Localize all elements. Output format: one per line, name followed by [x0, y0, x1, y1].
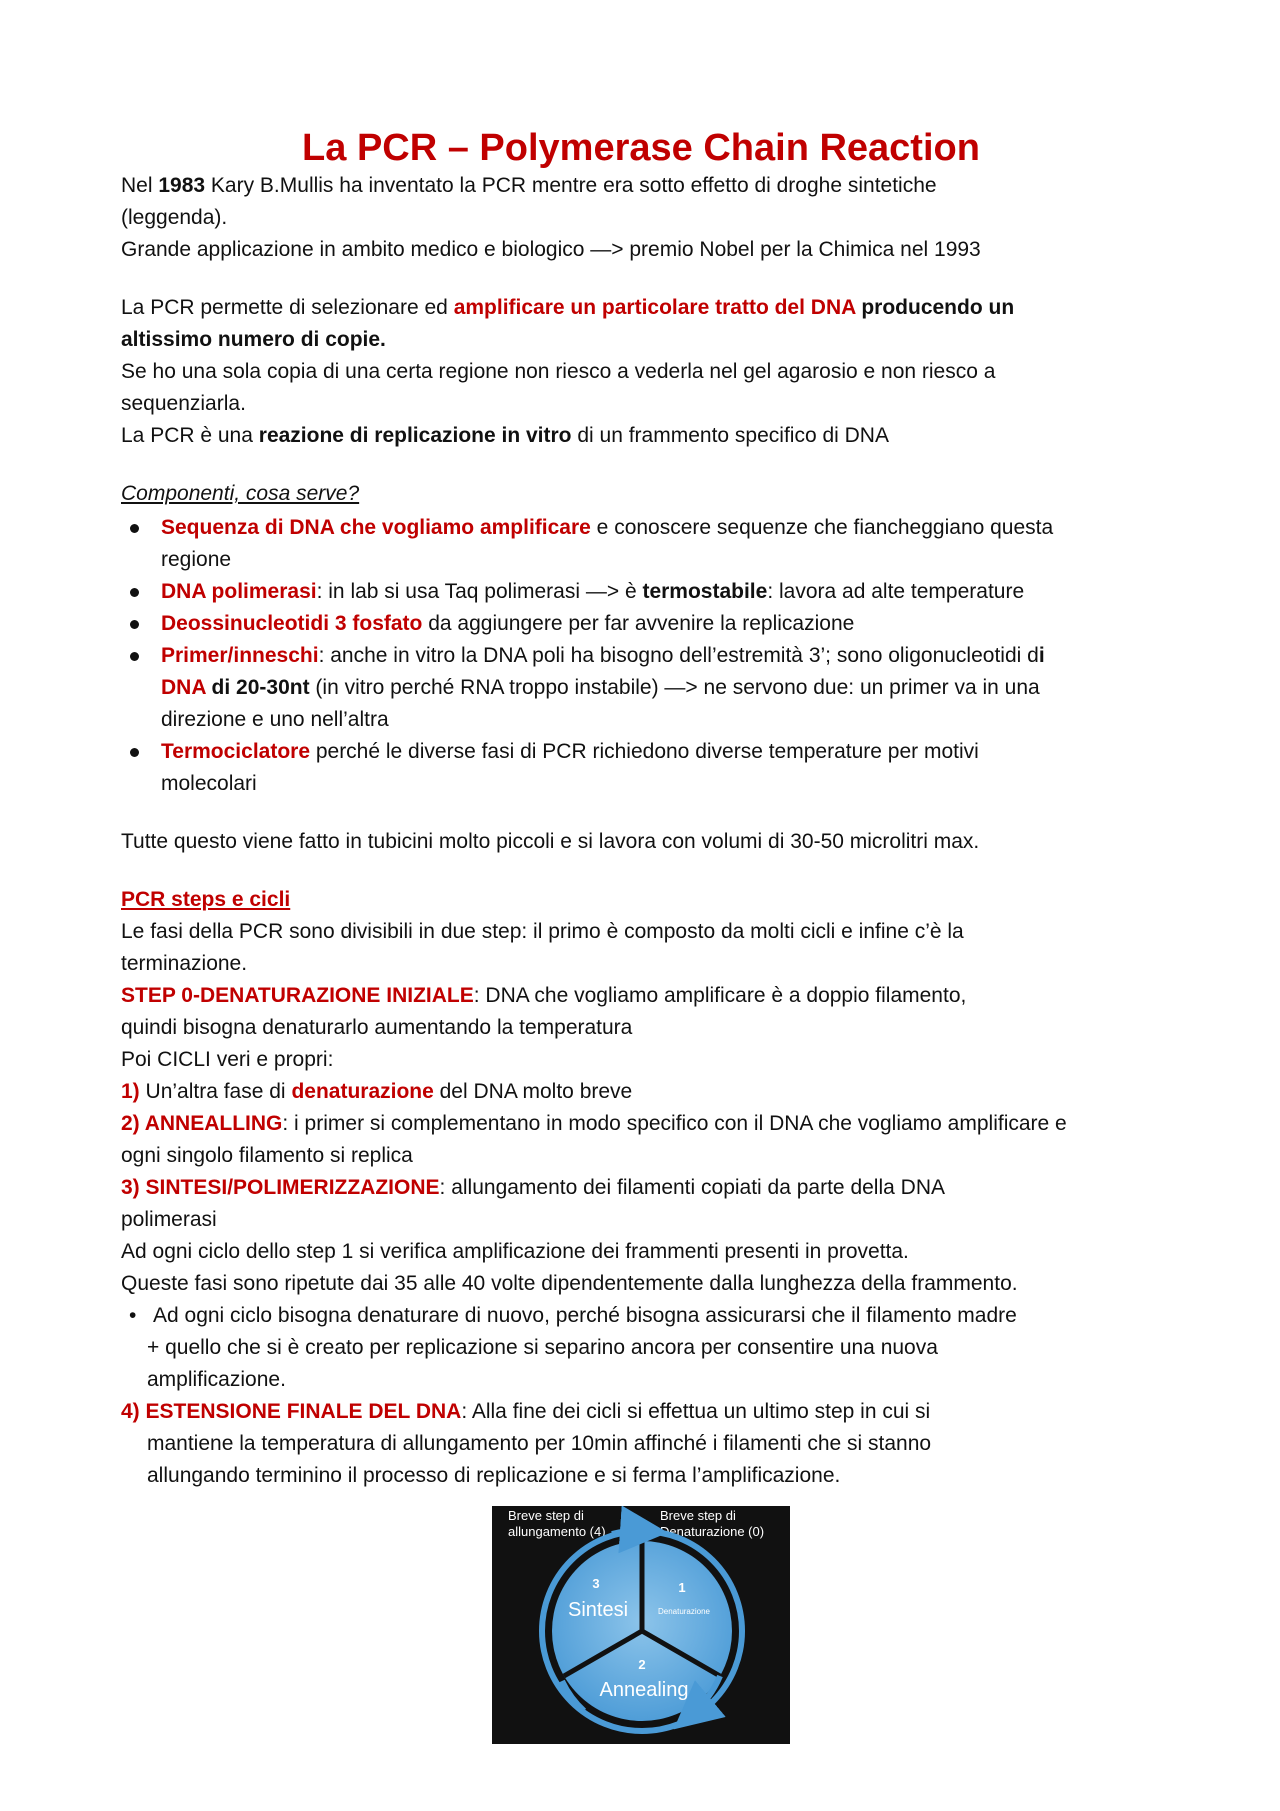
components-heading-text: Componenti, cosa serve?	[121, 482, 360, 505]
highlight-red: STEP 0-DENATURAZIONE INIZIALE	[121, 984, 474, 1007]
list-item	[121, 512, 1161, 576]
step4-line	[121, 1396, 1161, 1428]
components-list	[121, 512, 1161, 800]
highlight-red: amplificare un particolare tratto del DNA	[453, 296, 856, 319]
pcr-cycle-svg	[492, 1506, 790, 1744]
text: perché le diverse fasi di PCR richiedono diverse temperature per motivi	[310, 740, 979, 763]
step3-wrap: polimerasi	[121, 1208, 217, 1231]
text: La PCR è una	[121, 424, 259, 447]
highlight-red: Primer/inneschi	[161, 644, 319, 667]
para2-line-4: sequenziarla.	[121, 392, 246, 415]
text: del DNA molto breve	[433, 1080, 633, 1103]
text: di un frammento specifico di DNA	[571, 424, 889, 447]
step2-wrap: ogni singolo filamento si replica	[121, 1144, 413, 1167]
text-bold: i	[1038, 644, 1045, 667]
text-bold: di 20-30nt	[205, 676, 310, 699]
step4-wrap-1: mantiene la temperatura di allungamento per 10min affinché i filamenti che si stanno	[147, 1432, 932, 1455]
para2-line-1	[121, 292, 1161, 324]
para2-line-5	[121, 420, 1161, 452]
highlight-red: 3) SINTESI/POLIMERIZZAZIONE	[121, 1176, 440, 1199]
highlight-red: 2) ANNEALLING	[121, 1112, 283, 1135]
text: (in vitro perché RNA troppo instabile) —> ne servono due: un primer va in una	[309, 676, 1040, 699]
components-heading	[121, 478, 1161, 510]
highlight-red: 4) ESTENSIONE FINALE DEL DNA	[121, 1400, 462, 1423]
text: da aggiungere per far avvenire la replicazione	[422, 612, 855, 635]
text-bold: termostabile	[642, 580, 768, 603]
list-item	[121, 608, 1161, 640]
list-item	[121, 736, 1161, 800]
phase-label-annealing: Annealing	[599, 1679, 689, 1701]
amp-line: Ad ogni ciclo dello step 1 si verifica amplificazione dei frammenti presenti in provetta.	[121, 1240, 909, 1263]
bullet-icon: •	[129, 1304, 137, 1327]
text: La PCR permette di selezionare ed	[121, 296, 454, 319]
step0-wrap: quindi bisogna denaturarlo aumentando la temperatura	[121, 1016, 633, 1039]
intro-line-1	[121, 170, 1161, 202]
steps-heading	[121, 884, 1161, 916]
steps-line-2: terminazione.	[121, 952, 248, 975]
step2-line	[121, 1108, 1161, 1140]
text: : in lab si usa Taq polimerasi —> è	[316, 580, 643, 603]
text: molecolari	[161, 772, 257, 795]
highlight-red: denaturazione	[291, 1080, 434, 1103]
spacer	[121, 266, 1161, 292]
highlight-red: Termociclatore	[161, 740, 310, 763]
note-item	[121, 1300, 1161, 1332]
label-left-2: allungamento (4)	[508, 1524, 606, 1539]
label-left-1: Breve step di	[508, 1508, 584, 1523]
pcr-cycle-diagram	[492, 1506, 790, 1744]
cycle-arrow-top	[612, 1531, 644, 1534]
phase-number-3: 3	[592, 1576, 600, 1591]
spacer	[121, 858, 1161, 884]
intro-line-2: (leggenda).	[121, 206, 228, 229]
step3-line	[121, 1172, 1161, 1204]
text: : allungamento dei filamenti copiati da parte della DNA	[439, 1176, 945, 1199]
spacer	[121, 800, 1161, 826]
text: : i primer si complementano in modo specifico con il DNA che vogliamo amplificare e	[282, 1112, 1067, 1135]
label-right-1: Breve step di	[660, 1508, 736, 1523]
figure-wrapper	[121, 1506, 1161, 1744]
highlight-red: 1)	[121, 1080, 140, 1103]
text: : lavora ad alte temperature	[767, 580, 1025, 603]
text: direzione e uno nell’altra	[161, 708, 389, 731]
text: Ad ogni ciclo bisogna denaturare di nuovo, perché bisogna assicurarsi che il filamento madre	[153, 1304, 1017, 1327]
cicli-line: Poi CICLI veri e propri:	[121, 1048, 334, 1071]
step4-wrap-2: allungando terminino il processo di replicazione e si ferma l’amplificazione.	[147, 1464, 841, 1487]
highlight-red: DNA	[161, 676, 206, 699]
highlight-red: Sequenza di DNA che vogliamo amplificare	[161, 516, 591, 539]
phase-label-sintesi: Sintesi	[567, 1599, 629, 1621]
phase-label-denaturazione: Denaturazione	[657, 1607, 711, 1616]
step1-line	[121, 1076, 1161, 1108]
list-item	[121, 640, 1161, 736]
spacer	[121, 452, 1161, 478]
list-item	[121, 576, 1161, 608]
note-wrap-1: + quello che si è creato per replicazione si separino ancora per consentire una nuova	[147, 1336, 938, 1359]
text: : DNA che vogliamo amplificare è a doppio filamento,	[473, 984, 967, 1007]
steps-line-1: Le fasi della PCR sono divisibili in due step: il primo è composto da molti cicli e infine c’è la	[121, 920, 964, 943]
phase-number-2: 2	[638, 1657, 646, 1672]
step0-line	[121, 980, 1161, 1012]
note-wrap-2: amplificazione.	[147, 1368, 286, 1391]
para2-line-3: Se ho una sola copia di una certa regione non riesco a vederla nel gel agarosio e non riesco a	[121, 360, 996, 383]
page-title: La PCR – Polymerase Chain Reaction	[302, 127, 980, 169]
text-bold: reazione di replicazione in vitro	[258, 424, 572, 447]
text: regione	[161, 548, 232, 571]
year-bold: 1983	[158, 174, 206, 197]
rep-line: Queste fasi sono ripetute dai 35 alle 40 volte dipendentemente dalla lunghezza della frammento.	[121, 1272, 1018, 1295]
intro-line-3: Grande applicazione in ambito medico e biologico —> premio Nobel per la Chimica nel 1993	[121, 238, 981, 261]
phase-number-1: 1	[678, 1580, 686, 1595]
text-bold: producendo un	[855, 296, 1015, 319]
highlight-red: Deossinucleotidi 3 fosfato	[161, 612, 423, 635]
text: Kary B.Mullis ha inventato la PCR mentre era sotto effetto di droghe sintetiche	[205, 174, 937, 197]
steps-heading-text: PCR steps e cicli	[121, 888, 291, 911]
para2-line-2: altissimo numero di copie.	[121, 328, 386, 351]
text: e conoscere sequenze che fiancheggiano questa	[590, 516, 1054, 539]
text: : Alla fine dei cicli si effettua un ultimo step in cui si	[461, 1400, 931, 1423]
tubes-line: Tutte questo viene fatto in tubicini molto piccoli e si lavora con volumi di 30-50 microlitri max.	[121, 830, 980, 853]
highlight-red: DNA polimerasi	[161, 580, 317, 603]
label-right-2: Denaturazione (0)	[660, 1524, 765, 1539]
text: : anche in vitro la DNA poli ha bisogno dell’estremità 3’; sono oligonucleotidi d	[318, 644, 1039, 667]
text: Nel	[121, 174, 159, 197]
text: Un’altra fase di	[139, 1080, 292, 1103]
